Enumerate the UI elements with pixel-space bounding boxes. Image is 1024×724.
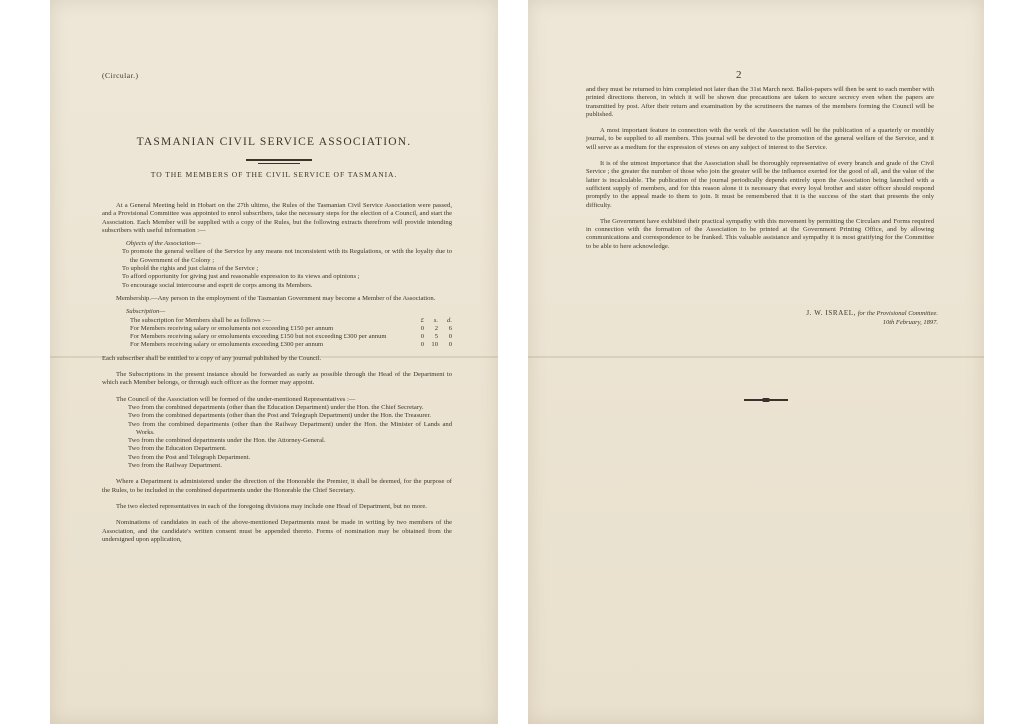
signature-role: for the Provisional Committee. xyxy=(857,310,938,317)
fee-row xyxy=(102,333,452,341)
subscriptions-forward-paragraph: The Subscriptions in the present instance should be forwarded as early as possible through the Head of the Department to which each Member belongs, or through such officer as the former may appoint. xyxy=(102,371,452,387)
importance-paragraph: It is of the utmost importance that the Association shall be thoroughly representative of every branch and grade of the Civil Service ; the greater the number of those who join the greater will be the influence exerted for the good of all, and the value of the latter is incalculable. The publication of the journal periodically depends entirely upon the Association being launched with a sufficient supply of members, and for this reason alone it is necessary that every loyal brother and sister officer should respond promptly to the appeal made to them to join. It must be remembered that it is the success of the start that presents the only difficulty. xyxy=(586,160,934,209)
signature-block xyxy=(758,309,938,327)
signature-name: J. W. ISRAEL, xyxy=(806,309,856,317)
representative-item: Two from the combined departments (other than the Post and Telegraph Department) under the Hon. the Treasurer. xyxy=(128,412,431,420)
right-page xyxy=(528,0,984,724)
title-rule-thin xyxy=(258,163,300,164)
council-intro: The Council of the Association will be formed of the under-mentioned Representatives :— xyxy=(116,395,356,403)
objects-item: To encourage social intercourse and esprit de corps among its Members. xyxy=(122,281,313,289)
fee-pounds: 0 xyxy=(420,333,424,341)
government-paragraph: The Government have exhibited their practical sympathy with this movement by permitting the Circulars and Forms required in connection with the formation of the Association to be printed at the Government Printing Office, and by allowing communications and correspondence to be franked. This valuable assistance and sympathy it is most gratifying for the Committee to be able to here acknowledge. xyxy=(586,217,934,250)
fee-pence: 6 xyxy=(448,324,452,332)
representative-item: Two from the Railway Department. xyxy=(128,462,222,470)
left-page xyxy=(50,0,498,724)
fee-pence: 0 xyxy=(448,341,452,349)
fee-shillings: 10 xyxy=(431,341,438,349)
objects-heading: Objects of the Association— xyxy=(126,240,201,248)
currency-head-shillings: s. xyxy=(433,316,438,324)
continuation-paragraph: and they must be returned to him completed not later than the 31st March next. Ballot-papers will then be sent to each member with printed directions thereon, in which it will be shown due precautions are taken to secure secrecy even when the papers are transmitted by post. After their return and examination by the scrutineers the names of the members forming the Council will be published. xyxy=(586,86,934,118)
end-ornament-rule xyxy=(744,399,788,401)
title-rule-thick xyxy=(246,159,312,161)
objects-item: To afford opportunity for giving just and reasonable expression to its views and opinions ; xyxy=(122,273,360,281)
fee-row xyxy=(102,341,452,349)
membership-paragraph: Membership.—Any person in the employment of the Tasmanian Government may become a Member of the Association. xyxy=(116,294,436,302)
fee-shillings: 2 xyxy=(434,324,438,332)
currency-head-pounds: £ xyxy=(420,316,424,324)
representative-item: Two from the combined departments (other than the Education Department) under the Hon. the Chief Secretary. xyxy=(128,403,424,411)
subscription-intro: The subscription for Members shall be as follows :— xyxy=(130,316,271,324)
fee-pounds: 0 xyxy=(420,324,424,332)
fee-shillings: 5 xyxy=(434,333,438,341)
currency-head-pence: d. xyxy=(447,316,452,324)
nominations-paragraph: Nominations of candidates in each of the above-mentioned Departments must be made in writing by two members of the Association, and the candidate's written consent must be appended thereto. Forms of nomination may be obtained from the undersigned upon application, xyxy=(102,519,452,543)
head-of-department-paragraph: The two elected representatives in each of the foregoing divisions may include one Head of Department, but no more. xyxy=(116,502,427,510)
fee-pence: 0 xyxy=(448,333,452,341)
journal-paragraph: A most important feature in connection with the work of the Association will be the publication of a quarterly or monthly journal, to be supplied to all members. This journal will be devoted to the promotion of the general welfare of the Service, and it will serve as a medium for the expression of views on any subject of interest to the Service. xyxy=(586,127,934,151)
representative-item: Two from the Post and Telegraph Department. xyxy=(128,453,251,461)
document-title: TASMANIAN CIVIL SERVICE ASSOCIATION. xyxy=(136,136,412,148)
representative-item: Two from the combined departments (other than the Railway Department) under the Hon. the Minister of Lands and Works. xyxy=(128,420,452,436)
page-fold-crease xyxy=(528,356,984,358)
fee-description: For Members receiving salary or emoluments not exceeding £150 per annum xyxy=(130,324,334,332)
representative-item: Two from the Education Department. xyxy=(128,445,227,453)
circular-label: (Circular.) xyxy=(102,71,139,80)
page-number: 2 xyxy=(736,69,742,81)
objects-item: To promote the general welfare of the Service by any means not inconsistent with its Regulations, or with the loyalty due to the Government of the Colony ; xyxy=(122,248,452,264)
left-body-text xyxy=(102,202,452,544)
objects-list xyxy=(102,248,452,289)
signature-date: 10th February, 1897. xyxy=(882,319,938,326)
right-body-text xyxy=(586,86,934,251)
salutation: TO THE MEMBERS OF THE CIVIL SERVICE OF TASMANIA. xyxy=(150,170,398,179)
fee-row xyxy=(102,325,452,333)
fee-table-header xyxy=(102,317,452,325)
fee-description: For Members receiving salary or emoluments exceeding £300 per annum xyxy=(130,341,324,349)
fee-description: For Members receiving salary or emoluments exceeding £150 but not exceeding £300 per annum xyxy=(130,333,387,341)
intro-paragraph: At a General Meeting held in Hobart on the 27th ultimo, the Rules of the Tasmanian Civil Service Association were passed, and a Provisional Committee was appointed to enrol subscribers, take the necessary steps for the election of a Council, and start the Association. Each Member will be supplied with a copy of the Rules, but the following extracts therefrom will provide intending subscribers with useful information :— xyxy=(102,202,452,234)
journal-note: Each subscriber shall be entitled to a copy of any journal published by the Council. xyxy=(102,354,322,362)
subscription-heading: Subscription— xyxy=(126,308,166,316)
representative-item: Two from the combined departments under the Hon. the Attorney-General. xyxy=(128,437,326,445)
representatives-list xyxy=(102,404,452,470)
fee-pounds: 0 xyxy=(420,341,424,349)
objects-item: To uphold the rights and just claims of the Service ; xyxy=(122,265,259,273)
premier-paragraph: Where a Department is administered under the direction of the Honorable the Premier, it shall be deemed, for the purpose of the Rules, to be included in the combined departments under the Honorable the Chief Secretary. xyxy=(102,478,452,494)
